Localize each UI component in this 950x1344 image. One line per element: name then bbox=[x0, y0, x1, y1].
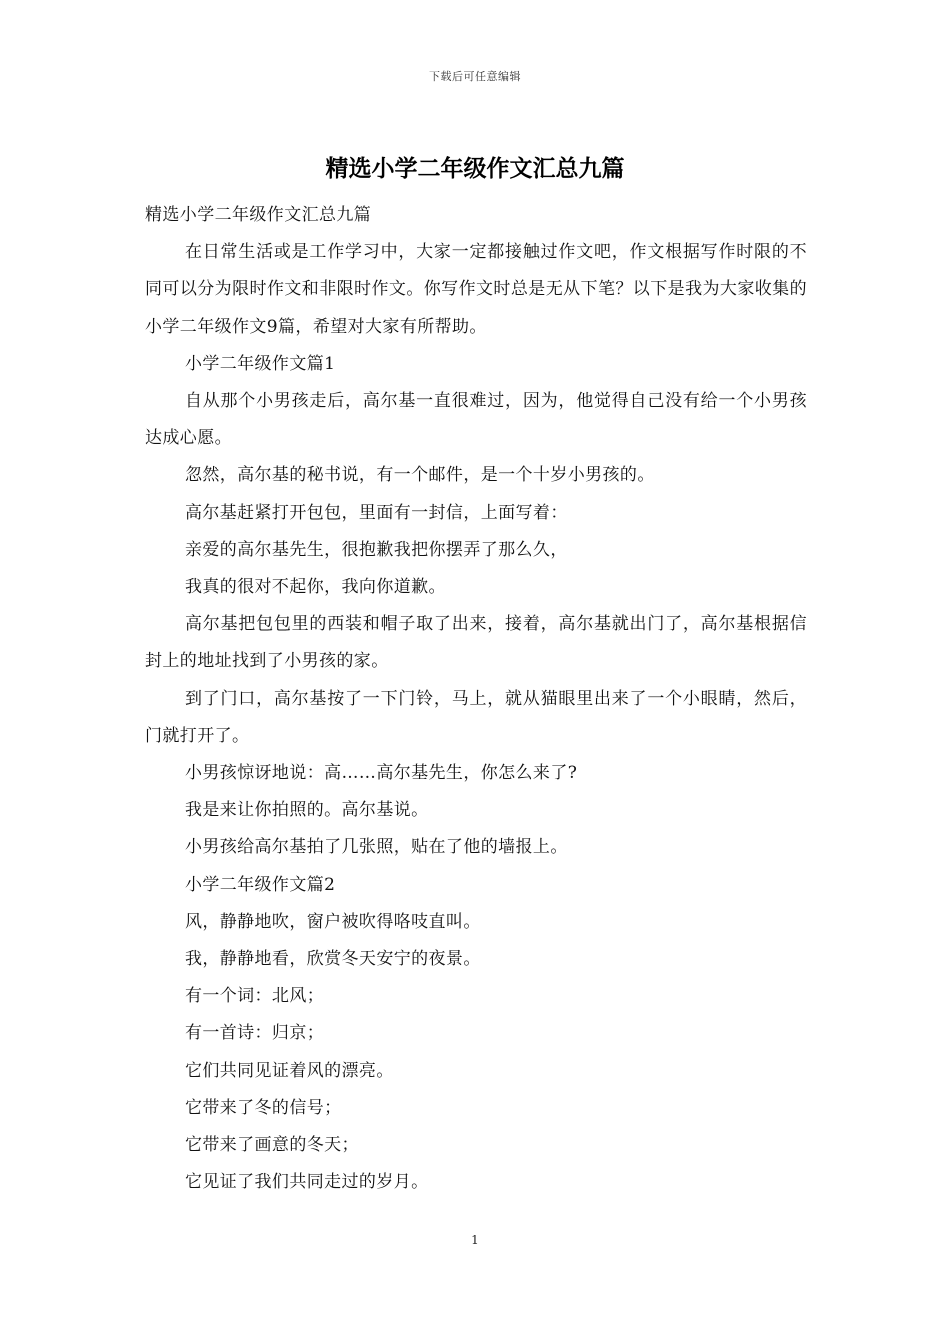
paragraph: 风，静静地吹，窗户被吹得咯吱直叫。 bbox=[184, 911, 481, 932]
paragraph: 我，静静地看，欣赏冬天安宁的夜景。 bbox=[184, 949, 481, 970]
paragraph: 自从那个小男孩走后，高尔基一直很难过，因为，他觉得自己没有给一个小男孩达成心愿。 bbox=[145, 391, 807, 449]
paragraph: 有一首诗：归京； bbox=[184, 1023, 325, 1044]
document-body bbox=[145, 197, 807, 1201]
paragraph: 小男孩给高尔基拍了几张照，贴在了他的墙报上。 bbox=[184, 837, 568, 858]
paragraph: 有一个词：北风； bbox=[184, 986, 325, 1007]
paragraph: 到了门口，高尔基按了一下门铃，马上，就从猫眼里出来了一个小眼睛，然后，门就打开了。 bbox=[145, 688, 807, 746]
paragraph: 忽然，高尔基的秘书说，有一个邮件，是一个十岁小男孩的。 bbox=[184, 465, 655, 486]
page-number: 1 bbox=[471, 1233, 479, 1247]
paragraph: 高尔基把包包里的西装和帽子取了出来，接着，高尔基就出门了，高尔基根据信封上的地址找到了小男孩的家。 bbox=[145, 614, 807, 672]
paragraph: 在日常生活或是工作学习中，大家一定都接触过作文吧，作文根据写作时限的不同可以分为限时作文和非限时作文。你写作文时总是无从下笔？以下是我为大家收集的小学二年级作文9篇，希望对大家有所帮助。 bbox=[145, 242, 807, 337]
paragraph: 我真的很对不起你，我向你道歉。 bbox=[184, 577, 446, 598]
paragraph: 它带来了画意的冬天； bbox=[184, 1135, 359, 1156]
document-subtitle: 精选小学二年级作文汇总九篇 bbox=[145, 205, 372, 225]
header-note: 下载后可任意编辑 bbox=[429, 70, 521, 83]
paragraph: 亲爱的高尔基先生，很抱歉我把你摆弄了那么久， bbox=[184, 539, 568, 560]
document-title: 精选小学二年级作文汇总九篇 bbox=[325, 155, 625, 182]
paragraph: 我是来让你拍照的。高尔基说。 bbox=[184, 800, 429, 821]
paragraph: 它带来了冬的信号； bbox=[184, 1097, 342, 1118]
paragraph: 它见证了我们共同走过的岁月。 bbox=[184, 1172, 429, 1193]
paragraph: 小学二年级作文篇1 bbox=[184, 353, 336, 374]
paragraph: 小学二年级作文篇2 bbox=[184, 874, 336, 895]
paragraph: 小男孩惊讶地说：高……高尔基先生，你怎么来了? bbox=[184, 763, 578, 784]
paragraph: 它们共同见证着风的漂亮。 bbox=[184, 1060, 394, 1081]
paragraph: 高尔基赶紧打开包包，里面有一封信，上面写着： bbox=[184, 502, 568, 523]
